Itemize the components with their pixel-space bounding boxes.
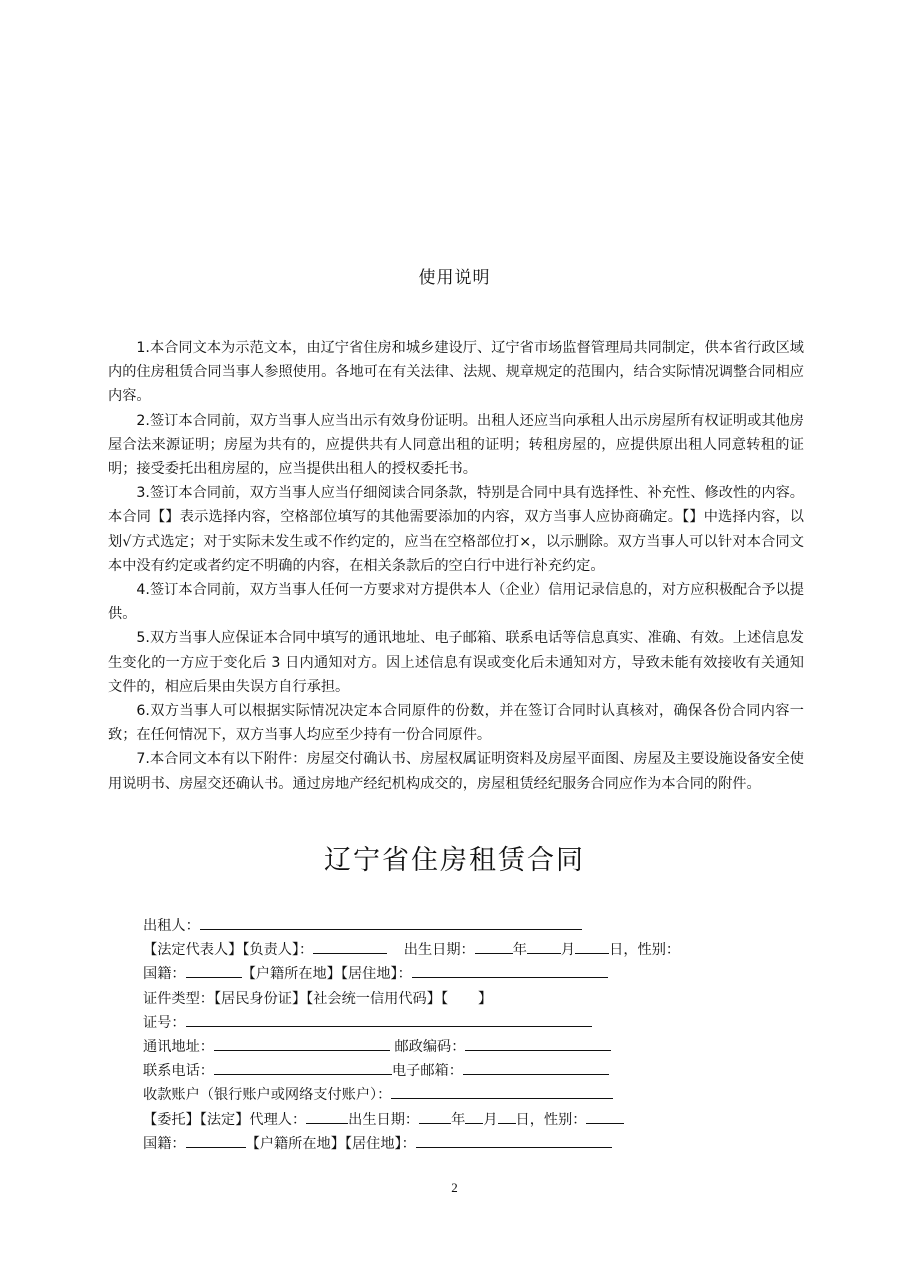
instruction-paragraph-4: 4.签订本合同前，双方当事人任何一方要求对方提供本人（企业）信用记录信息的，对方应积极配合予以提供。 bbox=[108, 582, 804, 623]
postcode-blank[interactable] bbox=[465, 1035, 611, 1051]
agent-month-unit: 月 bbox=[483, 1111, 498, 1128]
account-row bbox=[143, 1083, 823, 1107]
id-type-row bbox=[143, 987, 823, 1011]
page-number: 2 bbox=[451, 1180, 458, 1195]
agent-birth-year-blank[interactable] bbox=[419, 1108, 451, 1124]
instruction-paragraph-2: 2.签订本合同前，双方当事人应当出示有效身份证明。出租人还应当向承租人出示房屋所有权证明或其他房屋合法来源证明；房屋为共有的，应提供共有人同意出租的证明；转租房屋的，应提供原出租人同意转租的证明；接受委托出租房屋的，应当提供出租人的授权委托书。 bbox=[108, 412, 804, 478]
agent-year-unit: 年 bbox=[451, 1111, 466, 1128]
agent-day-unit: 日， bbox=[515, 1111, 544, 1128]
instruction-paragraph-5: 5.双方当事人应保证本合同中填写的通讯地址、电子邮箱、联系电话等信息真实、准确、有效。上述信息发生变化的一方应于变化后 3 日内通知对方。因上述信息有误或变化后未通知对方，导致未能有效接收有关通知文件的，相应后果由失误方自行承担。 bbox=[108, 630, 804, 695]
contract-title: 辽宁省住房租赁合同 bbox=[324, 845, 585, 876]
instructions-body bbox=[108, 336, 804, 796]
id-number-label: 证号： bbox=[143, 1014, 186, 1031]
month-unit: 月 bbox=[560, 942, 576, 959]
year-unit: 年 bbox=[512, 942, 527, 959]
instruction-paragraph-1: 1.本合同文本为示范文本，由辽宁省住房和城乡建设厅、辽宁省市场监督管理局共同制定，供本省行政区域内的住房租赁合同当事人参照使用。各地可在有关法律、法规、规章规定的范围内，结合实际情况调整合同相应内容。 bbox=[108, 340, 804, 405]
residence-blank[interactable] bbox=[412, 962, 608, 978]
id-type-label: 证件类型：【居民身份证】【社会统一信用代码】【 bbox=[143, 990, 449, 1007]
instruction-paragraph-3: 3.签订本合同前，双方当事人应当仔细阅读合同条款，特别是合同中具有选择性、补充性、修改性的内容。本合同【】表示选择内容，空格部位填写的其他需要添加的内容，双方当事人应协商确定。【】中选择内容，以划√方式选定；对于实际未发生或不作约定的，应当在空格部位打×，以示删除。双方当事人可以针对本合同文本中没有约定或者约定不明确的内容，在相关条款后的空白行中进行补充约定。 bbox=[108, 485, 804, 574]
id-type-close: 】 bbox=[478, 990, 493, 1007]
agent-birth-month-blank[interactable] bbox=[465, 1108, 483, 1124]
address-label: 通讯地址： bbox=[143, 1038, 214, 1055]
birth-date-label: 出生日期： bbox=[403, 942, 475, 959]
nationality-blank[interactable] bbox=[186, 962, 242, 978]
nationality-label: 国籍： bbox=[143, 966, 186, 983]
account-label: 收款账户（银行账户或网络支付账户）： bbox=[143, 1087, 392, 1104]
representative-row bbox=[143, 938, 823, 962]
email-label: 电子邮箱： bbox=[391, 1063, 463, 1080]
id-number-row bbox=[143, 1011, 823, 1035]
account-blank[interactable] bbox=[391, 1083, 613, 1099]
lessor-info-form bbox=[143, 914, 823, 1156]
agent-blank[interactable] bbox=[306, 1108, 348, 1124]
lessor-blank[interactable] bbox=[200, 914, 582, 930]
gender-label: 性别： bbox=[637, 942, 681, 959]
representative-label: 【法定代表人】【负责人】： bbox=[143, 942, 314, 959]
phone-blank[interactable] bbox=[214, 1059, 392, 1075]
agent-gender-blank[interactable] bbox=[586, 1108, 624, 1124]
agent-birth-label: 出生日期： bbox=[348, 1111, 420, 1128]
instruction-paragraph-6: 6.双方当事人可以根据实际情况决定本合同原件的份数，并在签订合同时认真核对，确保各份合同内容一致；在任何情况下，双方当事人均应至少持有一份合同原件。 bbox=[108, 703, 804, 744]
agent-label: 【委托】【法定】代理人： bbox=[143, 1111, 307, 1128]
agent-gender-label: 性别： bbox=[543, 1111, 587, 1128]
address-blank[interactable] bbox=[214, 1035, 390, 1051]
residence-options: 【户籍所在地】【居住地】： bbox=[241, 966, 412, 983]
instruction-paragraph-7: 7.本合同文本有以下附件：房屋交付确认书、房屋权属证明资料及房屋平面图、房屋及主要设施设备安全使用说明书、房屋交还确认书。通过房地产经纪机构成交的，房屋租赁经纪服务合同应作为本合同的附件。 bbox=[108, 751, 804, 792]
agent-residence-options: 【户籍所在地】【居住地】： bbox=[245, 1135, 416, 1152]
address-row bbox=[143, 1035, 823, 1059]
postcode-label: 邮政编码： bbox=[394, 1038, 466, 1055]
birth-day-blank[interactable] bbox=[575, 938, 609, 954]
birth-year-blank[interactable] bbox=[475, 938, 513, 954]
lessor-row bbox=[143, 914, 823, 938]
agent-nationality-blank[interactable] bbox=[186, 1132, 246, 1148]
birth-month-blank[interactable] bbox=[527, 938, 561, 954]
day-unit: 日， bbox=[609, 942, 638, 959]
email-blank[interactable] bbox=[463, 1059, 609, 1075]
nationality-row bbox=[143, 962, 823, 986]
agent-nationality-row bbox=[143, 1132, 823, 1156]
agent-residence-blank[interactable] bbox=[416, 1132, 612, 1148]
representative-blank[interactable] bbox=[313, 938, 387, 954]
agent-birth-day-blank[interactable] bbox=[498, 1108, 516, 1124]
agent-nationality-label: 国籍： bbox=[143, 1135, 186, 1152]
id-number-blank[interactable] bbox=[186, 1011, 592, 1027]
instructions-heading: 使用说明 bbox=[418, 268, 491, 288]
lessor-label: 出租人： bbox=[143, 918, 200, 934]
phone-row bbox=[143, 1059, 823, 1083]
phone-label: 联系电话： bbox=[143, 1063, 214, 1080]
agent-row bbox=[143, 1108, 823, 1132]
